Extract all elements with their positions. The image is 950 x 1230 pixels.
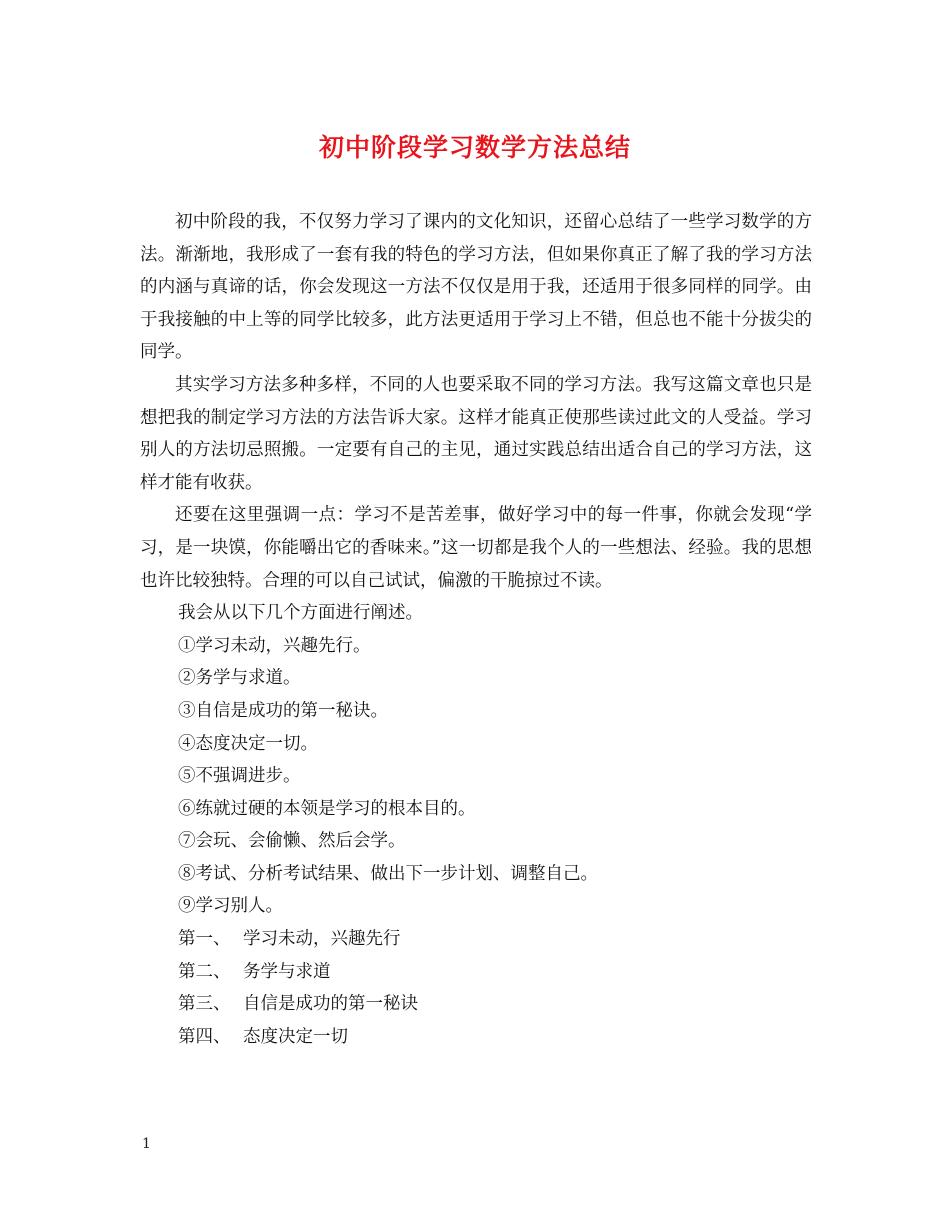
section-heading <box>140 1021 812 1054</box>
list-item: ⑦会玩、会偷懒、然后会学。 <box>178 831 406 852</box>
list-item: ⑧考试、分析考试结果、做出下一步计划、调整自己。 <box>178 863 598 884</box>
list-item: ③自信是成功的第一秘诀。 <box>178 700 388 721</box>
section-label: 第二、 <box>178 961 231 982</box>
section-list <box>140 923 812 1053</box>
numbered-list <box>140 630 812 923</box>
list-item: ⑨学习别人。 <box>178 896 283 917</box>
list-item: ②务学与求道。 <box>178 668 301 689</box>
section-label: 第三、 <box>178 994 231 1015</box>
intro-line: 我会从以下几个方面进行阐述。 <box>178 603 423 624</box>
document-title: 初中阶段学习数学方法总结 <box>318 133 631 162</box>
paragraph-1: 初中阶段的我，不仅努力学习了课内的文化知识，还留心总结了一些学习数学的方法。渐渐地，我形成了一套有我的特色的学习方法，但如果你真正了解了我的学习方法的内涵与真谛的话，你会发现这一方法不仅仅是用于我，还适用于很多同样的同学。由于我接触的中上等的同学比较多，此方法更适用于学习上不错，但总也不能十分拔尖的同学。 <box>140 212 812 363</box>
list-item: ④态度决定一切。 <box>178 733 318 754</box>
list-item: ⑤不强调进步。 <box>178 766 301 787</box>
section-text: 自信是成功的第一秘诀 <box>243 994 418 1015</box>
list-item: ⑥练就过硬的本领是学习的根本目的。 <box>178 798 476 819</box>
page-number: 1 <box>142 1136 151 1152</box>
section-heading <box>140 923 812 956</box>
paragraph-2: 其实学习方法多种多样，不同的人也要采取不同的学习方法。我写这篇文章也只是想把我的制定学习方法的方法告诉大家。这样才能真正使那些读过此文的人受益。学习别人的方法切忌照搬。一定要有自己的主见，通过实践总结出适合自己的学习方法，这样才能有收获。 <box>140 374 812 493</box>
section-label: 第一、 <box>178 929 231 950</box>
list-item: ①学习未动，兴趣先行。 <box>178 635 371 656</box>
section-heading <box>140 988 812 1021</box>
section-heading <box>140 956 812 989</box>
section-text: 学习未动，兴趣先行 <box>243 929 401 950</box>
section-label: 第四、 <box>178 1026 231 1047</box>
document-body <box>140 206 812 1053</box>
section-text: 务学与求道 <box>243 961 331 982</box>
section-text: 态度决定一切 <box>243 1026 348 1047</box>
paragraph-3: 还要在这里强调一点：学习不是苦差事，做好学习中的每一件事，你就会发现“学习，是一块馍，你能嚼出它的香味来。”这一切都是我个人的一些想法、经验。我的思想也许比较独特。合理的可以自己试试，偏激的干脆掠过不读。 <box>140 505 812 591</box>
